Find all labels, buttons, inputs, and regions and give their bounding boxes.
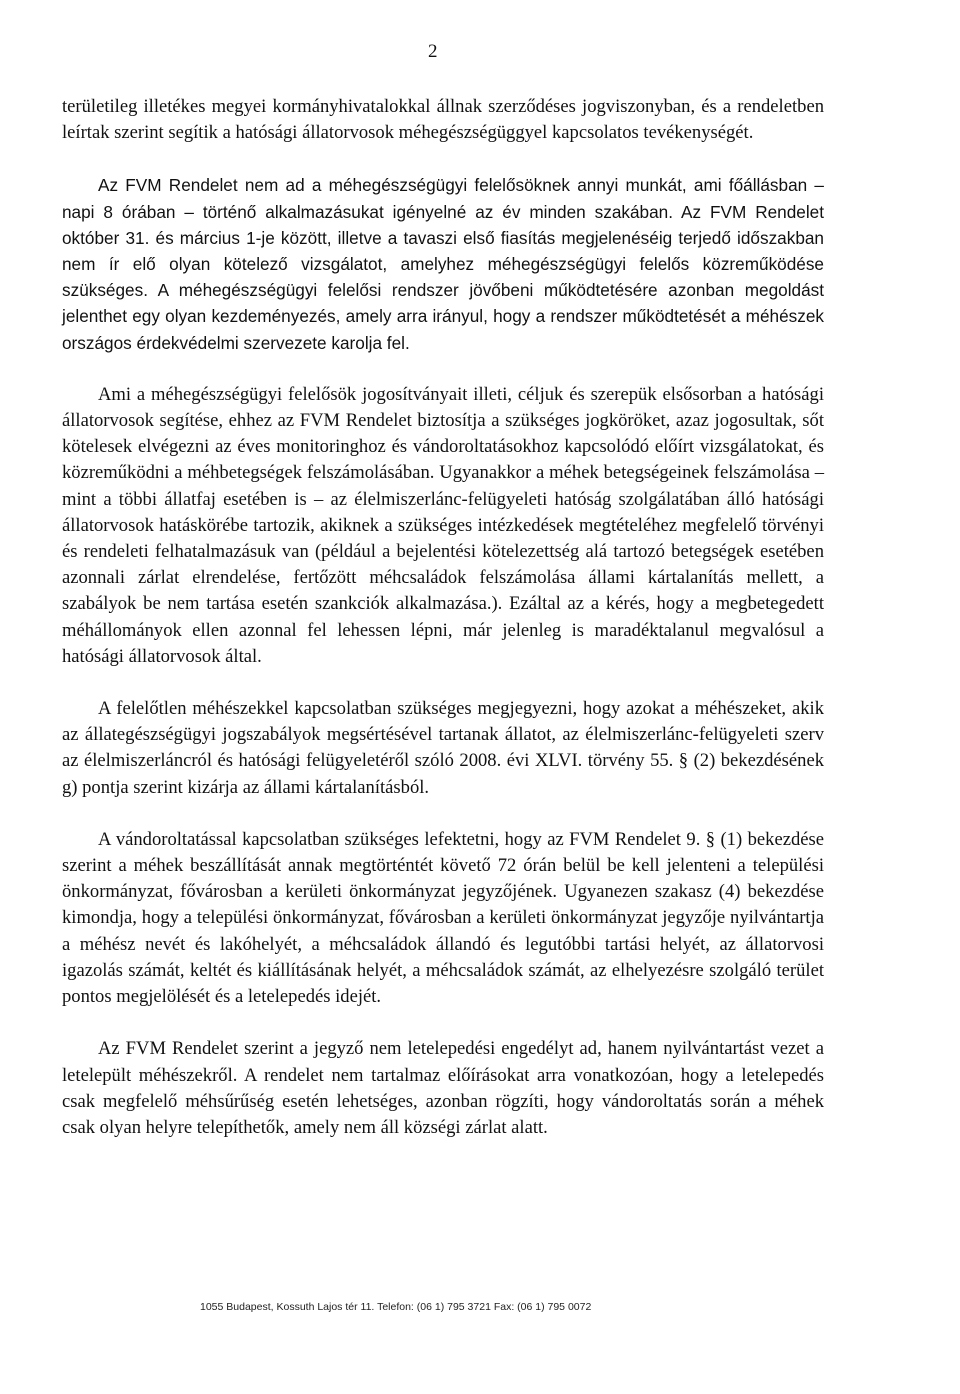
paragraph-6: Az FVM Rendelet szerint a jegyző nem letelepedési engedélyt ad, hanem nyilvántartást vezet a letelepült méhészekről. A rendelet nem tartalmaz előírásokat arra vonatkozóan, hogy a letelepedés csak megfelelő méhsűrűség esetén lehetséges, azonban rögzíti, hogy vándoroltatás során a méhek csak olyan helyre telepíthetők, amely nem áll községi zárlat alatt. [62, 1038, 824, 1138]
page-number: 2 [428, 41, 438, 62]
paragraph-4: A felelőtlen méhészekkel kapcsolatban szükséges megjegyezni, hogy azokat a méhészeket, akik az állategészségügyi jogszabályok megsértésével tartanak állatot, az élelmiszerlánc-felügyeleti szerv az élelmiszerláncról és hatósági felügyeletéről szóló 2008. évi XLVI. törvény 55. § (2) bekezdésének g) pontja szerint kizárja az állami kártalanításból. [62, 698, 824, 798]
footer-address: 1055 Budapest, Kossuth Lajos tér 11. Telefon: (06 1) 795 3721 Fax: (06 1) 795 0072 [200, 1301, 592, 1313]
paragraph-2: Az FVM Rendelet nem ad a méhegészségügyi felelősöknek annyi munkát, ami főállásban – napi 8 órában – történő alkalmazásukat igényelné az év minden szakában. Az FVM Rendelet október 31. és március 1-je között, illetve a tavaszi első fiasítás megjelenéséig terjedő időszakban nem ír elő olyan kötelező vizsgálatot, amelyhez méhegészségügyi felelős közreműködése szükséges. A méhegészségügyi felelősi rendszer jövőbeni működtetésére azonban megoldást jelenthet egy olyan kezdeményezés, amely arra irányul, hogy a rendszer működtetését a méhészek országos érdekvédelmi szervezete karolja fel. [62, 175, 824, 353]
paragraph-1: területileg illetékes megyei kormányhivatalokkal állnak szerződéses jogviszonyban, és a rendeletben leírtak szerint segítik a hatósági állatorvosok méhegészségüggyel kapcsolatos tevékenységét. [62, 96, 824, 144]
document-body [62, 94, 824, 1167]
paragraph-5: A vándoroltatással kapcsolatban szükséges lefektetni, hogy az FVM Rendelet 9. § (1) bekezdése szerint a méhek beszállítását annak megtörténtét követő 72 órán belül be kell jelenteni a települési önkormányzat, fővárosban a kerületi önkormányzat jegyzőjének. Ugyanezen szakasz (4) bekezdése kimondja, hogy a települési önkormányzat, fővárosban a kerületi önkormányzat jegyzője nyilvántartja a méhész nevét és lakóhelyét, a méhcsaládok állandó és legutóbbi tartási helyét, az állatorvosi igazolás számát, keltét és kiállításának helyét, a méhcsaládok számát, az elhelyezésre szolgáló terület pontos megjelölését és a letelepedés idejét. [62, 828, 824, 1008]
paragraph-3: Ami a méhegészségügyi felelősök jogosítványait illeti, céljuk és szerepük elsősorban a hatósági állatorvosok segítése, ehhez az FVM Rendelet biztosítja a szükséges jogköröket, azaz jogosultak, sőt kötelesek elvégezni az éves monitoringhoz és vándoroltatásokhoz kapcsolódó előírt vizsgálatokat, és közreműködni a méhbetegségek felszámolásában. Ugyanakkor a méhek betegségeinek felszámolása – mint a többi állatfaj esetében is – az élelmiszerlánc-felügyeleti hatóság szolgálatában álló hatósági állatorvosok hatáskörébe tartozik, akiknek a szükséges intézkedések megtételéhez megfelelő törvényi és rendeleti felhatalmazásuk van (például a bejelentési kötelezettség alá tartozó betegségek esetében azonnali zárlat elrendelése, fertőzött méhcsaládok felszámolása állami kártalanítás mellett, a szabályok be nem tartása esetén szankciók alkalmazása.). Ezáltal az a kérés, hogy a megbetegedett méhállományok ellen azonnal fel lehessen lépni, már jelenleg is maradéktalanul megvalósul a hatósági állatorvosok által. [62, 383, 824, 667]
